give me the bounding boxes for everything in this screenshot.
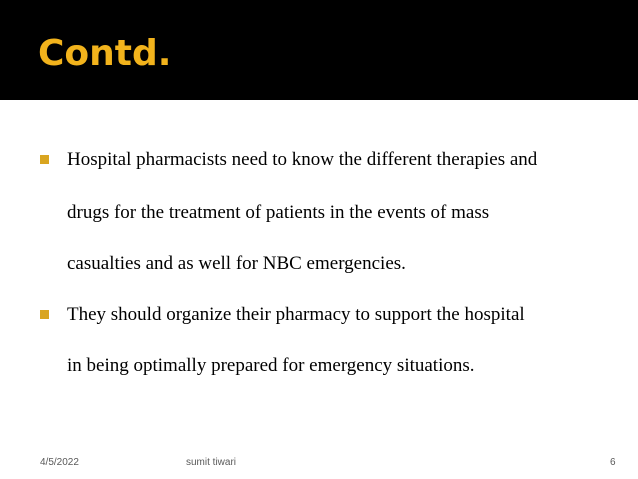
slide-title: Contd.	[38, 33, 172, 74]
bullet-text-line: Hospital pharmacists need to know the different therapies and	[67, 149, 538, 170]
bullet-text-line: in being optimally prepared for emergency situations.	[67, 355, 475, 376]
bullet-text-line: drugs for the treatment of patients in the events of mass	[67, 202, 490, 223]
title-band	[0, 0, 638, 100]
square-bullet-icon	[40, 155, 49, 164]
square-bullet-icon	[40, 310, 49, 319]
bullet-text-line: casualties and as well for NBC emergencies.	[67, 253, 406, 274]
footer-author: sumit tiwari	[186, 457, 237, 468]
bullet-text-line: They should organize their pharmacy to support the hospital	[67, 304, 525, 325]
footer-page-number: 6	[610, 457, 616, 468]
footer-date: 4/5/2022	[40, 457, 79, 468]
